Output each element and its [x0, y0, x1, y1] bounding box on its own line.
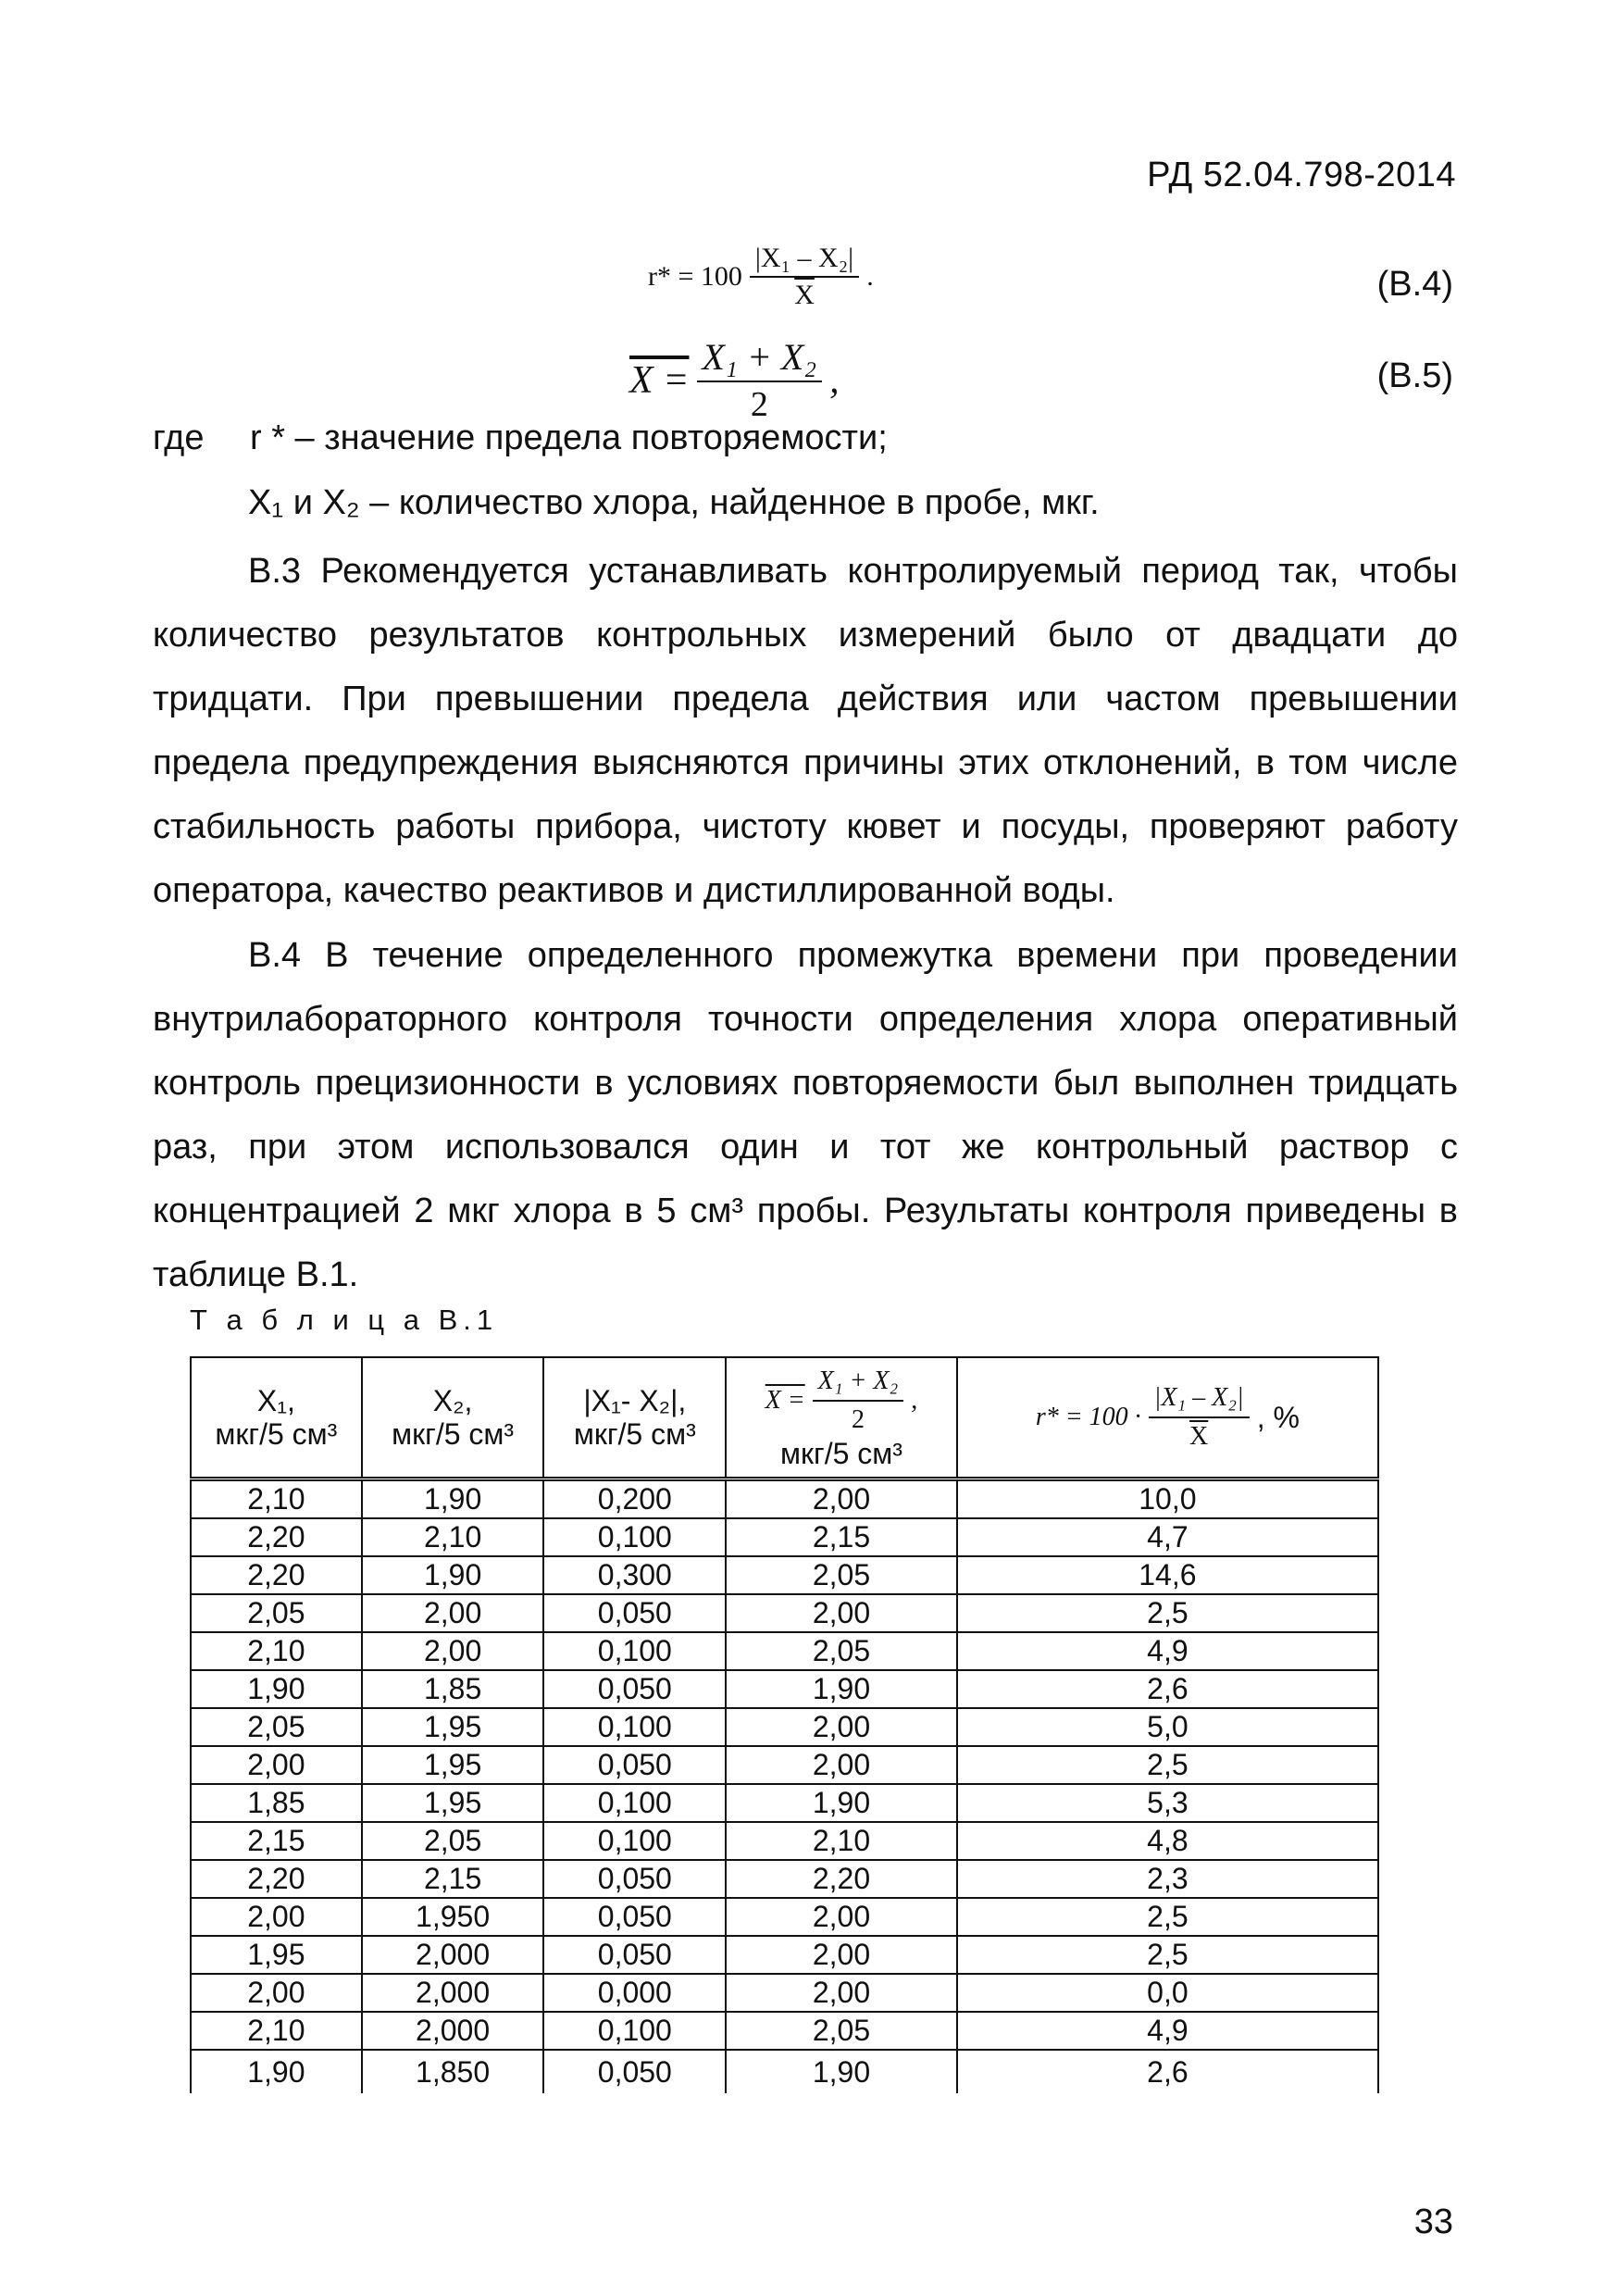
table-cell: 0,100 — [543, 1518, 726, 1556]
table-cell: 1,95 — [362, 1746, 544, 1784]
table-row — [191, 1518, 1378, 1556]
table-cell: 2,05 — [191, 1708, 362, 1746]
table-row — [191, 1632, 1378, 1670]
table-cell: 1,90 — [191, 2050, 362, 2093]
table-cell: 4,8 — [957, 1822, 1378, 1860]
table-cell: 1,950 — [362, 1898, 544, 1936]
table-cell: 2,00 — [726, 1936, 957, 1974]
table-cell: 2,00 — [726, 1594, 957, 1632]
table-cell: 1,90 — [726, 1670, 957, 1708]
formula-b5-trail: , — [829, 358, 840, 402]
header-mean-trail: , — [911, 1386, 918, 1415]
header-mean-numerator: X₁ + X₂ — [813, 1365, 904, 1402]
header-x2 — [362, 1357, 544, 1479]
table-cell: 2,15 — [362, 1860, 544, 1898]
results-table — [190, 1356, 1379, 2093]
header-r-fraction — [1149, 1381, 1250, 1454]
table-cell: 0,050 — [543, 1670, 726, 1708]
table-cell: 2,10 — [726, 1822, 957, 1860]
table-cell: 2,10 — [362, 1518, 544, 1556]
table-cell: 0,300 — [543, 1556, 726, 1594]
header-r-formula — [1036, 1381, 1300, 1454]
table-cell: 1,90 — [726, 1784, 957, 1822]
table-cell: 14,6 — [957, 1556, 1378, 1594]
table-row — [191, 1708, 1378, 1746]
table-row — [191, 2050, 1378, 2093]
table-cell: 2,05 — [726, 2012, 957, 2050]
table-cell: 2,5 — [957, 1898, 1378, 1936]
document-code: РД 52.04.798-2014 — [1147, 156, 1456, 194]
header-mean — [726, 1357, 957, 1479]
table-cell: 2,00 — [726, 1746, 957, 1784]
table-cell: 2,00 — [362, 1594, 544, 1632]
table-cell: 1,90 — [362, 1556, 544, 1594]
table-row — [191, 2012, 1378, 2050]
table-cell: 0,050 — [543, 1746, 726, 1784]
table-cell: 1,95 — [362, 1708, 544, 1746]
table-cell: 2,000 — [362, 1974, 544, 2012]
table-row — [191, 1936, 1378, 1974]
table-cell: 2,5 — [957, 1936, 1378, 1974]
paragraph-b4: В.4 В течение определенного промежутка времени при проведении внутрилабораторного контроля точности определения хлора оперативный контроль прецизионности в условиях повторяемости был выполнен тридцать раз, при этом использовался один и тот же контрольный раствор с концентрацией 2 мкг хлора в 5 см³ пробы. Результаты контроля приведены в таблице В.1. — [153, 936, 1458, 1294]
formula-b4 — [648, 243, 874, 311]
header-r-lhs: r* = 100 · — [1035, 1403, 1141, 1431]
table-cell: 5,3 — [957, 1784, 1378, 1822]
table-cell: 2,00 — [191, 1974, 362, 2012]
table-cell: 1,95 — [191, 1936, 362, 1974]
table-row — [191, 1860, 1378, 1898]
header-x1-label: X₁, — [256, 1384, 295, 1417]
table-cell: 0,100 — [543, 1784, 726, 1822]
table-cell: 2,20 — [726, 1860, 957, 1898]
formula-b5-numerator: X₁ + X₂ — [697, 335, 823, 382]
table-cell: 0,050 — [543, 1860, 726, 1898]
header-mean-fraction — [813, 1365, 904, 1437]
header-r-trail: , % — [1256, 1401, 1300, 1434]
table-cell: 2,10 — [191, 2012, 362, 2050]
header-x1 — [191, 1357, 362, 1479]
table-cell: 0,100 — [543, 2012, 726, 2050]
table-cell: 4,9 — [957, 1632, 1378, 1670]
formula-b5-number: (В.5) — [1376, 356, 1453, 395]
table-row — [191, 1670, 1378, 1708]
table-cell: 4,7 — [957, 1518, 1378, 1556]
table-cell: 2,6 — [957, 1670, 1378, 1708]
table-cell: 2,000 — [362, 2012, 544, 2050]
table-cell: 2,05 — [191, 1594, 362, 1632]
table-row — [191, 1822, 1378, 1860]
table-cell: 2,20 — [191, 1556, 362, 1594]
table-row — [191, 1898, 1378, 1936]
table-cell: 1,95 — [362, 1784, 544, 1822]
table-cell: 2,3 — [957, 1860, 1378, 1898]
table-row — [191, 1746, 1378, 1784]
table-cell: 0,100 — [543, 1632, 726, 1670]
table-cell: 0,100 — [543, 1708, 726, 1746]
header-x1-unit: мкг/5 см³ — [215, 1417, 338, 1451]
header-r-denominator: X — [1189, 1422, 1209, 1451]
where-label: где — [153, 418, 205, 457]
header-mean-formula — [765, 1365, 918, 1437]
table-cell: 1,90 — [362, 1479, 544, 1519]
formula-b4-denominator: X — [794, 280, 815, 310]
table-cell: 0,050 — [543, 1594, 726, 1632]
table-cell: 2,05 — [726, 1632, 957, 1670]
table-cell: 2,10 — [191, 1632, 362, 1670]
table-cell: 2,15 — [726, 1518, 957, 1556]
header-diff — [543, 1357, 726, 1479]
table-cell: 2,5 — [957, 1746, 1378, 1784]
table-cell: 5,0 — [957, 1708, 1378, 1746]
header-mean-denominator: 2 — [851, 1405, 865, 1434]
table-cell: 1,85 — [191, 1784, 362, 1822]
table-cell: 0,050 — [543, 2050, 726, 2093]
table-cell: 2,00 — [726, 1708, 957, 1746]
formula-b5-denominator: 2 — [750, 385, 768, 424]
formula-b4-number: (В.4) — [1376, 265, 1453, 304]
table-cell: 2,15 — [191, 1822, 362, 1860]
formula-b4-numerator: |X₁ – X₂| — [750, 243, 859, 278]
table-cell: 0,000 — [543, 1974, 726, 2012]
table-cell: 2,000 — [362, 1936, 544, 1974]
header-diff-label: |X₁- X₂|, — [583, 1384, 687, 1417]
header-r — [957, 1357, 1378, 1479]
header-r-numerator: |X₁ – X₂| — [1149, 1381, 1250, 1418]
table-cell: 0,100 — [543, 1822, 726, 1860]
table-row — [191, 1784, 1378, 1822]
table-cell: 2,00 — [362, 1632, 544, 1670]
definition-r: r * – значение предела повторяемости; — [250, 418, 888, 457]
header-mean-unit: мкг/5 см³ — [780, 1437, 902, 1470]
table-body — [191, 1479, 1378, 2094]
formula-b5-lhs: X = — [629, 358, 690, 402]
header-diff-unit: мкг/5 см³ — [573, 1417, 696, 1451]
table-cell: 2,00 — [726, 1479, 957, 1519]
table-cell: 2,00 — [191, 1746, 362, 1784]
formula-b4-trail: . — [866, 261, 874, 292]
table-row — [191, 1479, 1378, 1519]
table-cell: 1,850 — [362, 2050, 544, 2093]
table-cell: 0,0 — [957, 1974, 1378, 2012]
header-x2-label: X₂, — [432, 1384, 473, 1417]
table-cell: 1,90 — [191, 1670, 362, 1708]
table-cell: 0,050 — [543, 1936, 726, 1974]
table-cell: 2,00 — [191, 1898, 362, 1936]
formula-b4-fraction — [750, 243, 859, 311]
table-row — [191, 1594, 1378, 1632]
formula-b5-fraction — [697, 335, 823, 425]
formula-b5 — [629, 335, 840, 425]
table-row — [191, 1556, 1378, 1594]
table-caption: Т а б л и ц а В.1 — [190, 1304, 499, 1336]
page-number: 33 — [1413, 2202, 1453, 2241]
table-cell: 0,200 — [543, 1479, 726, 1519]
header-mean-lhs: X = — [765, 1386, 805, 1415]
definition-x: X₁ и X₂ – количество хлора, найденное в пробе, мкг. — [248, 483, 1100, 522]
table-cell: 2,00 — [726, 1898, 957, 1936]
table-cell: 10,0 — [957, 1479, 1378, 1519]
table-cell: 2,05 — [362, 1822, 544, 1860]
table-cell: 2,10 — [191, 1479, 362, 1519]
table-row — [191, 1974, 1378, 2012]
table-cell: 4,9 — [957, 2012, 1378, 2050]
table-cell: 1,85 — [362, 1670, 544, 1708]
paragraph-b3: В.3 Рекомендуется устанавливать контролируемый период так, чтобы количество результатов контрольных измерений было от двадцати до тридцати. При превышении предела действия или частом превышении предела предупреждения выясняются причины этих отклонений, в том числе стабильность работы прибора, чистоту кювет и посуды, проверяют работу оператора, качество реактивов и дистиллированной воды. — [153, 552, 1458, 910]
table-cell: 2,05 — [726, 1556, 957, 1594]
formula-b4-lhs: r* = 100 — [648, 261, 742, 292]
table-cell: 0,050 — [543, 1898, 726, 1936]
table-cell: 2,20 — [191, 1518, 362, 1556]
header-x2-unit: мкг/5 см³ — [392, 1417, 515, 1451]
table-cell: 2,20 — [191, 1860, 362, 1898]
table-cell: 2,5 — [957, 1594, 1378, 1632]
table-header-row — [191, 1357, 1378, 1479]
table-cell: 1,90 — [726, 2050, 957, 2093]
table-cell: 2,00 — [726, 1974, 957, 2012]
table-cell: 2,6 — [957, 2050, 1378, 2093]
